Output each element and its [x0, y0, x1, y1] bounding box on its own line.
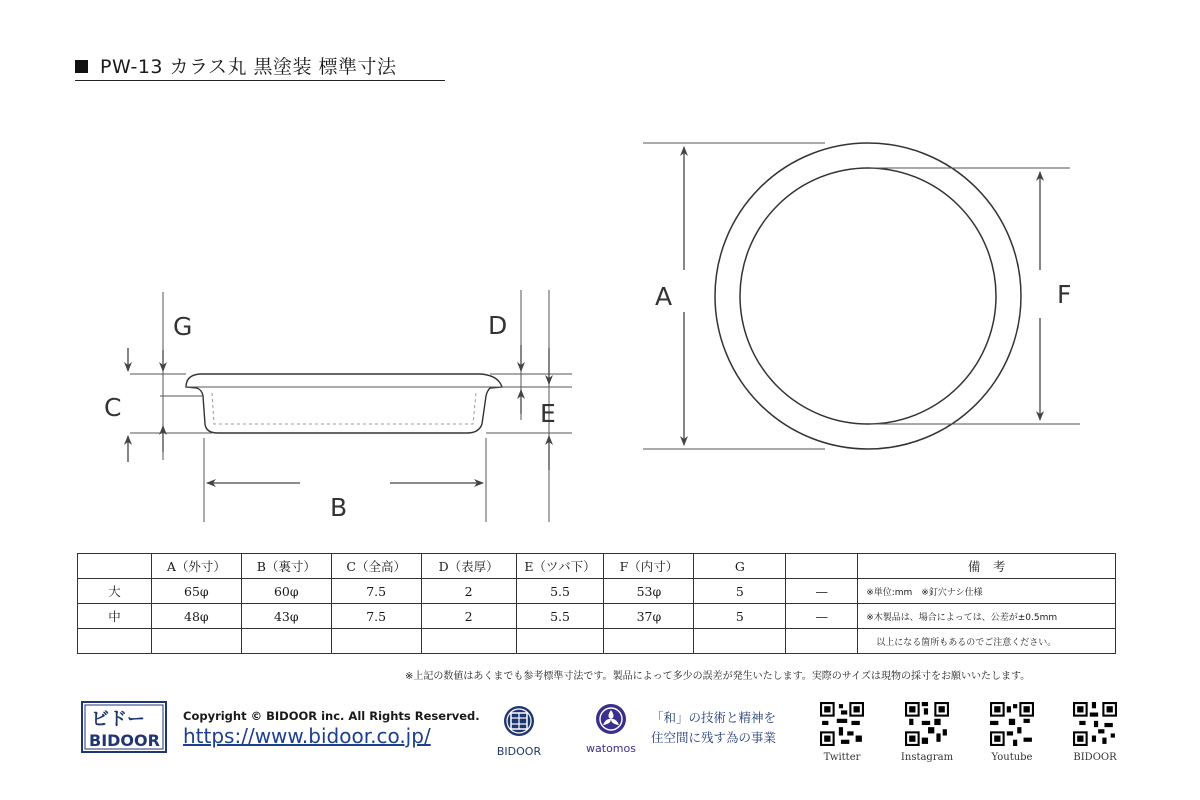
watomos-logo-text: watomos: [586, 742, 636, 755]
table-cell: 中: [78, 604, 152, 629]
table-header: [786, 554, 858, 579]
table-cell: 43φ: [241, 604, 331, 629]
table-header: D（表厚）: [421, 554, 516, 579]
table-header: [78, 554, 152, 579]
watomos-tagline: [651, 708, 776, 748]
bidoor-logo-top-text: ビドー: [91, 709, 145, 730]
table-cell: [786, 629, 858, 654]
table-cell: 7.5: [331, 579, 421, 604]
table-row: [78, 604, 1116, 629]
table-note: ※木製品は、場合によっては、公差が±0.5mm: [858, 604, 1116, 629]
tagline-line-2: 住空間に残す為の事業: [651, 730, 777, 745]
table-cell: [694, 629, 786, 654]
table-row: [78, 629, 1116, 654]
table-cell: 大: [78, 579, 152, 604]
table-cell: 5.5: [516, 579, 604, 604]
qr-code-youtube[interactable]: [990, 702, 1034, 746]
website-link[interactable]: https://www.bidoor.co.jp/: [183, 724, 431, 748]
bidoor-emblem-text: BIDOOR: [496, 745, 542, 758]
label-F: F: [1057, 280, 1072, 309]
bidoor-emblem-logo: [490, 703, 548, 759]
table-cell: —: [786, 579, 858, 604]
qr-code-bidoor[interactable]: [1073, 702, 1117, 746]
table-cell: 2: [421, 604, 516, 629]
table-cell: 53φ: [604, 579, 694, 604]
table-header: B（裏寸）: [241, 554, 331, 579]
table-cell: 7.5: [331, 604, 421, 629]
table-note: 以上になる箇所もあるのでご注意ください。: [858, 629, 1116, 654]
dimension-table: [77, 553, 1116, 654]
table-cell: —: [786, 604, 858, 629]
qr-code-twitter[interactable]: [820, 702, 864, 746]
bidoor-logo-bottom-text: BIDOOR: [89, 731, 160, 750]
label-A: A: [655, 282, 673, 311]
table-cell: 37φ: [604, 604, 694, 629]
table-cell: [78, 629, 152, 654]
qr-label-twitter: Twitter: [823, 752, 861, 763]
table-header: A（外寸）: [151, 554, 241, 579]
watomos-logo: [580, 700, 642, 758]
table-row: [78, 579, 1116, 604]
tagline-line-1: 「和」の技術と精神を: [651, 710, 777, 725]
table-cell: 2: [421, 579, 516, 604]
table-cell: [421, 629, 516, 654]
table-header: F（内寸）: [604, 554, 694, 579]
title-text: PW-13 カラス丸 黒塗装 標準寸法: [100, 56, 397, 78]
qr-label-youtube: Youtube: [991, 752, 1033, 763]
copyright-text: Copyright © BIDOOR inc. All Rights Reserved.: [183, 709, 480, 723]
outer-circle: [715, 143, 1021, 449]
table-cell: [331, 629, 421, 654]
table-cell: 60φ: [241, 579, 331, 604]
label-E: E: [540, 399, 556, 428]
table-cell: [604, 629, 694, 654]
bidoor-logo: [81, 701, 167, 753]
table-cell: 65φ: [151, 579, 241, 604]
qr-label-bidoor: BIDOOR: [1073, 752, 1117, 763]
table-cell: [241, 629, 331, 654]
table-cell: [151, 629, 241, 654]
table-header: G: [694, 554, 786, 579]
table-cell: 48φ: [151, 604, 241, 629]
table-cell: 5: [694, 604, 786, 629]
disclaimer-text: ※上記の数値はあくまでも参考標準寸法です。製品によって多少の誤差が発生いたします。実際のサイズは現物の採寸をお願いいたします。: [405, 671, 1031, 682]
inner-circle: [740, 168, 996, 424]
table-header: C（全高）: [331, 554, 421, 579]
label-C: C: [104, 393, 122, 422]
table-cell: 5: [694, 579, 786, 604]
table-header: E（ツバ下）: [516, 554, 604, 579]
table-note: ※単位:mm ※釘穴ナシ仕様: [858, 579, 1116, 604]
label-B: B: [330, 493, 348, 522]
qr-label-instagram: Instagram: [900, 752, 954, 763]
qr-code-instagram[interactable]: [905, 702, 949, 746]
table-cell: 5.5: [516, 604, 604, 629]
label-G: G: [173, 312, 193, 341]
label-D: D: [488, 311, 508, 340]
table-header-remarks: 備 考: [858, 554, 1116, 579]
table-header-row: [78, 554, 1116, 579]
table-cell: [516, 629, 604, 654]
